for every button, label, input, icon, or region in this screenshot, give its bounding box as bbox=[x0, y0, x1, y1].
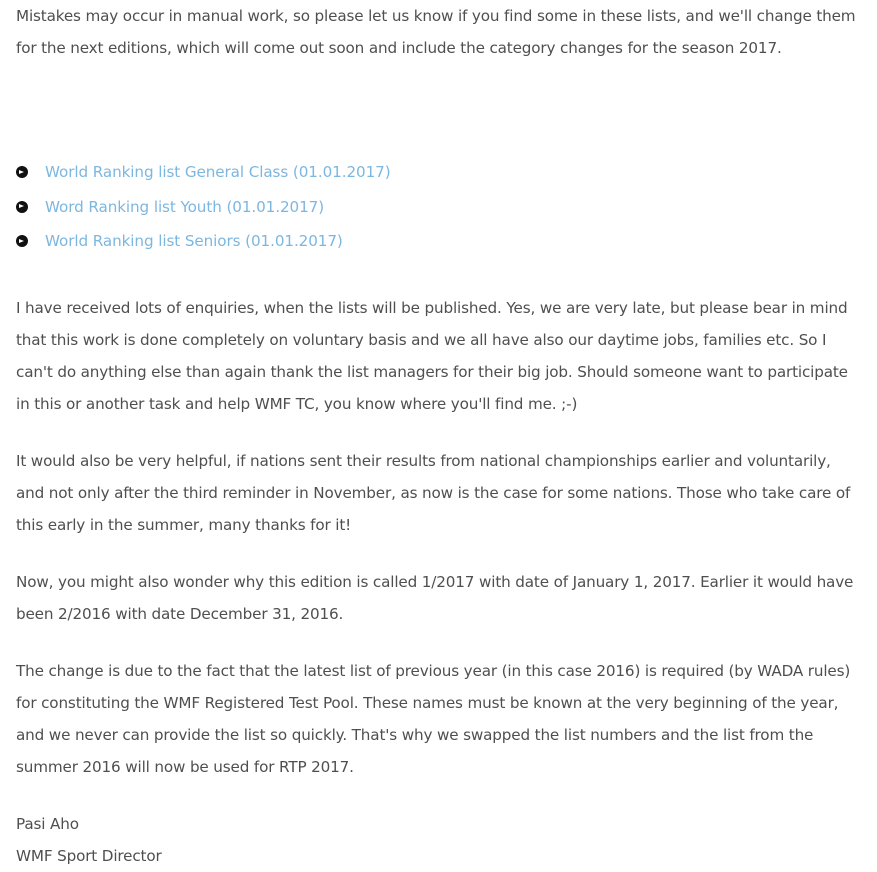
list-item bbox=[16, 155, 391, 190]
paragraph-enquiries: I have received lots of enquiries, when the lists will be published. Yes, we are very late, but please bear in mind that this work is done completely on voluntary basis and we all have also our daytime jobs, families etc. So I can't do anything else than again thank the list managers for their big job. Should someone want to participate in this or another task and help WMF TC, you know where you'll find me. ;-) bbox=[16, 299, 848, 413]
paragraph-change: The change is due to the fact that the latest list of previous year (in this case 2016) is required (by WADA rules) for constituting the WMF Registered Test Pool. These names must be known at the very beginning of the year, and we never can provide the list so quickly. That's why we swapped the list numbers and the list from the summer 2016 will now be used for RTP 2017. bbox=[16, 662, 851, 776]
arrow-circle-right-icon bbox=[16, 166, 28, 178]
intro-paragraph: Mistakes may occur in manual work, so please let us know if you find some in these lists, and we'll change them for the next editions, which will come out soon and include the category changes for the season 2017. bbox=[16, 7, 856, 57]
list-item bbox=[16, 224, 391, 259]
list-item bbox=[16, 190, 391, 225]
paragraph-helpful: It would also be very helpful, if nations sent their results from national championships earlier and voluntarily, and not only after the third reminder in November, as now is the case for some nations. Those who take care of this early in the summer, many thanks for it! bbox=[16, 452, 851, 534]
paragraph-edition: Now, you might also wonder why this edition is called 1/2017 with date of January 1, 2017. Earlier it would have been 2/2016 with date December 31, 2016. bbox=[16, 573, 854, 623]
link-general-class[interactable]: World Ranking list General Class (01.01.2017) bbox=[45, 163, 391, 181]
link-seniors[interactable]: World Ranking list Seniors (01.01.2017) bbox=[45, 232, 343, 250]
ranking-links-list bbox=[16, 155, 391, 259]
link-youth[interactable]: Word Ranking list Youth (01.01.2017) bbox=[45, 197, 325, 216]
arrow-circle-right-icon bbox=[16, 201, 28, 213]
signature-title: WMF Sport Director bbox=[16, 847, 162, 865]
signature bbox=[16, 808, 861, 872]
arrow-circle-right-icon bbox=[16, 235, 28, 247]
signature-name: Pasi Aho bbox=[16, 815, 79, 833]
